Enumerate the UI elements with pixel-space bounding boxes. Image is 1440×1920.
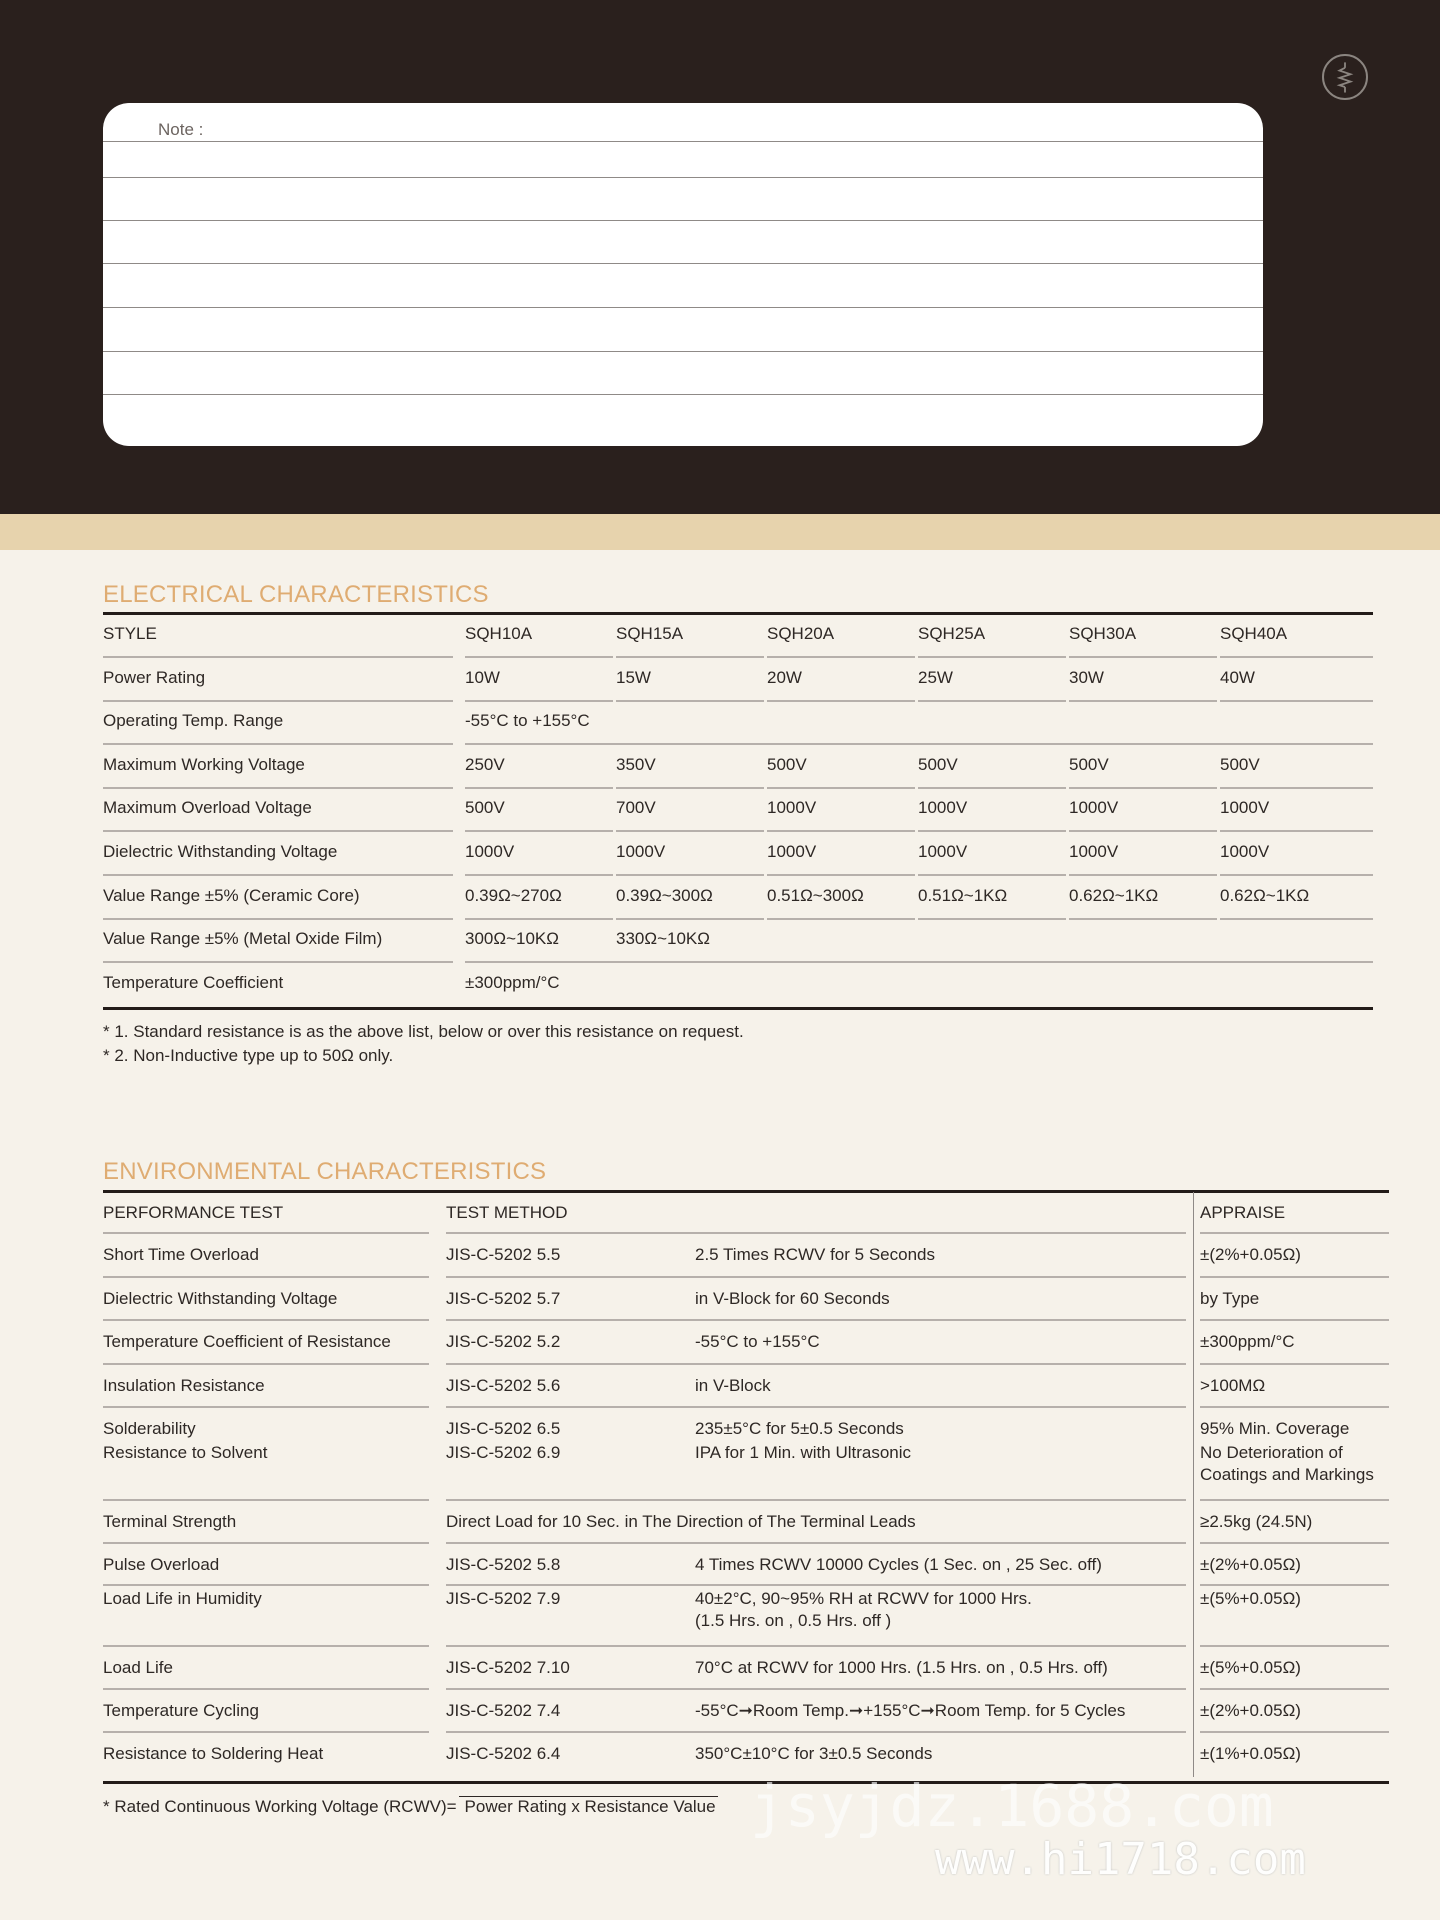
appraise-value-line2: Coatings and Markings xyxy=(1200,1465,1374,1484)
row-label: Maximum Working Voltage xyxy=(103,754,305,774)
note-panel[interactable] xyxy=(103,103,1263,446)
table-row xyxy=(103,1544,1389,1586)
appraise-value: ±(1%+0.05Ω) xyxy=(1200,1744,1301,1763)
appraise-value: >100MΩ xyxy=(1200,1376,1266,1395)
column-separator xyxy=(1193,1192,1194,1777)
note-line xyxy=(103,307,1263,308)
row-value: 1000V xyxy=(1069,842,1119,861)
performance-test: Temperature Cycling xyxy=(103,1701,259,1720)
appraise-value: ±(2%+0.05Ω) xyxy=(1200,1701,1301,1720)
row-value: 0.39Ω~270Ω xyxy=(465,885,562,905)
rcwv-footnote xyxy=(103,1796,718,1817)
table-row xyxy=(103,1733,1389,1777)
table-row xyxy=(103,1440,1389,1501)
note-line xyxy=(103,394,1263,395)
row-value: 500V xyxy=(767,754,807,774)
test-condition: -55°C to +155°C xyxy=(695,1332,820,1351)
test-standard: JIS-C-5202 6.9 xyxy=(446,1443,561,1462)
row-value: 500V xyxy=(918,754,958,774)
performance-test: Resistance to Solvent xyxy=(103,1443,268,1462)
test-standard: JIS-C-5202 5.8 xyxy=(446,1555,561,1574)
rcwv-footnote-prefix: * Rated Continuous Working Voltage (RCWV)= xyxy=(103,1797,457,1816)
electrical-footnote-2: * 2. Non-Inductive type up to 50Ω only. xyxy=(103,1046,394,1065)
note-line xyxy=(103,220,1263,221)
table-row xyxy=(103,1586,1389,1647)
test-standard: Direct Load for 10 Sec. in The Direction of The Terminal Leads xyxy=(446,1512,916,1531)
table-row xyxy=(103,1501,1389,1544)
table-row xyxy=(103,876,1373,920)
row-label: Maximum Overload Voltage xyxy=(103,798,312,818)
table-row xyxy=(103,701,1373,745)
row-value: 30W xyxy=(1069,667,1104,687)
table-row xyxy=(103,963,1373,1007)
resistor-logo-icon xyxy=(1322,54,1368,100)
note-label: Note : xyxy=(158,120,204,139)
row-value: 10W xyxy=(465,667,500,687)
row-label: Operating Temp. Range xyxy=(103,711,284,731)
appraise-value: ±(5%+0.05Ω) xyxy=(1200,1589,1301,1608)
row-value: -55°C to +155°C xyxy=(465,711,590,731)
appraise-value: ±(2%+0.05Ω) xyxy=(1200,1245,1301,1264)
test-condition-line2: (1.5 Hrs. on , 0.5 Hrs. off ) xyxy=(695,1611,892,1630)
header-model: SQH15A xyxy=(616,624,684,643)
header-performance-test: PERFORMANCE TEST xyxy=(103,1203,284,1222)
header-appraise: APPRAISE xyxy=(1200,1203,1286,1222)
table-row xyxy=(103,745,1373,789)
row-label: Value Range ±5% (Ceramic Core) xyxy=(103,885,360,905)
header-model: SQH25A xyxy=(918,624,986,643)
test-condition: 2.5 Times RCWV for 5 Seconds xyxy=(695,1245,935,1264)
watermark-main: jsyjdz.1688.com xyxy=(750,1772,1274,1840)
accent-band xyxy=(0,514,1440,550)
appraise-value: ±(2%+0.05Ω) xyxy=(1200,1555,1301,1574)
performance-test: Temperature Coefficient of Resistance xyxy=(103,1332,391,1351)
environmental-table xyxy=(103,1192,1389,1782)
test-condition: 350°C±10°C for 3±0.5 Seconds xyxy=(695,1744,933,1763)
rcwv-formula: Power Rating x Resistance Value xyxy=(459,1796,718,1817)
test-condition: 70°C at RCWV for 1000 Hrs. (1.5 Hrs. on , 0.5 Hrs. off) xyxy=(695,1658,1108,1677)
row-value: 1000V xyxy=(1220,842,1270,861)
row-value: ±300ppm/°C xyxy=(465,972,560,992)
row-value: 1000V xyxy=(465,842,515,861)
appraise-value: 95% Min. Coverage xyxy=(1200,1419,1350,1438)
header-test-method: TEST METHOD xyxy=(446,1203,568,1222)
row-value: 330Ω~10KΩ xyxy=(616,929,710,949)
row-value: 700V xyxy=(616,798,656,818)
performance-test: Dielectric Withstanding Voltage xyxy=(103,1289,338,1308)
row-value: 1000V xyxy=(1220,798,1270,818)
row-value: 1000V xyxy=(1069,798,1119,818)
watermark-secondary: www.hi1718.com xyxy=(935,1834,1306,1885)
row-value: 1000V xyxy=(918,798,968,818)
test-standard: JIS-C-5202 5.2 xyxy=(446,1332,561,1351)
performance-test: Pulse Overload xyxy=(103,1555,220,1574)
row-value: 15W xyxy=(616,667,651,687)
note-line xyxy=(103,263,1263,264)
row-value: 0.39Ω~300Ω xyxy=(616,885,713,905)
test-condition: 4 Times RCWV 10000 Cycles (1 Sec. on , 25 Sec. off) xyxy=(695,1555,1102,1574)
performance-test: Solderability xyxy=(103,1419,196,1438)
row-value: 1000V xyxy=(767,842,817,861)
appraise-value: ≥2.5kg (24.5N) xyxy=(1200,1512,1313,1531)
electrical-title: ELECTRICAL CHARACTERISTICS xyxy=(103,581,489,608)
test-condition: in V-Block for 60 Seconds xyxy=(695,1289,890,1308)
note-line xyxy=(103,351,1263,352)
row-value: 0.51Ω~1KΩ xyxy=(918,885,1008,905)
row-value: 500V xyxy=(1069,754,1109,774)
table-row xyxy=(103,788,1373,832)
row-value: 1000V xyxy=(918,842,968,861)
table-row xyxy=(103,1647,1389,1690)
environmental-title: ENVIRONMENTAL CHARACTERISTICS xyxy=(103,1158,547,1185)
row-value: 500V xyxy=(465,798,505,818)
test-standard: JIS-C-5202 5.7 xyxy=(446,1289,561,1308)
table-row xyxy=(103,1278,1389,1321)
row-value: 0.62Ω~1KΩ xyxy=(1069,885,1159,905)
row-label: Temperature Coefficient xyxy=(103,972,284,992)
performance-test: Short Time Overload xyxy=(103,1245,259,1264)
test-standard: JIS-C-5202 6.5 xyxy=(446,1419,561,1438)
table-row xyxy=(103,1365,1389,1408)
row-value: 0.51Ω~300Ω xyxy=(767,885,864,905)
header-model: SQH20A xyxy=(767,624,835,643)
appraise-value: ±(5%+0.05Ω) xyxy=(1200,1658,1301,1677)
electrical-bottom-rule xyxy=(103,1007,1373,1010)
performance-test: Resistance to Soldering Heat xyxy=(103,1744,324,1763)
table-row xyxy=(103,1234,1389,1278)
appraise-value: by Type xyxy=(1200,1289,1260,1308)
note-line xyxy=(103,141,1263,142)
row-value: 350V xyxy=(616,754,656,774)
row-value: 1000V xyxy=(767,798,817,818)
row-label: Value Range ±5% (Metal Oxide Film) xyxy=(103,929,383,949)
row-value: 500V xyxy=(1220,754,1260,774)
test-condition: 235±5°C for 5±0.5 Seconds xyxy=(695,1419,904,1438)
test-standard: JIS-C-5202 7.4 xyxy=(446,1701,561,1720)
test-condition: IPA for 1 Min. with Ultrasonic xyxy=(695,1443,912,1462)
row-value: 1000V xyxy=(616,842,666,861)
note-line xyxy=(103,177,1263,178)
test-condition: 40±2°C, 90~95% RH at RCWV for 1000 Hrs. xyxy=(695,1589,1032,1608)
table-row xyxy=(103,919,1373,963)
column-separator xyxy=(429,1234,430,1777)
electrical-footnote-1: * 1. Standard resistance is as the above list, below or over this resistance on request. xyxy=(103,1022,744,1041)
performance-test: Load Life in Humidity xyxy=(103,1589,262,1608)
test-standard: JIS-C-5202 6.4 xyxy=(446,1744,561,1763)
row-value: 40W xyxy=(1220,667,1255,687)
table-header-row xyxy=(103,1192,1389,1234)
row-label: Dielectric Withstanding Voltage xyxy=(103,842,338,861)
row-value: 250V xyxy=(465,754,505,774)
header-model: SQH40A xyxy=(1220,624,1288,643)
table-row xyxy=(103,1321,1389,1365)
row-value: 20W xyxy=(767,667,802,687)
row-value: 0.62Ω~1KΩ xyxy=(1220,885,1310,905)
test-standard: JIS-C-5202 5.5 xyxy=(446,1245,561,1264)
table-row xyxy=(103,832,1373,876)
test-standard: JIS-C-5202 7.9 xyxy=(446,1589,561,1608)
test-standard: JIS-C-5202 5.6 xyxy=(446,1376,561,1395)
header-style: STYLE xyxy=(103,624,157,643)
row-label: Power Rating xyxy=(103,667,206,687)
performance-test: Terminal Strength xyxy=(103,1512,237,1531)
test-condition: -55°C➞Room Temp.➞+155°C➞Room Temp. for 5 Cycles xyxy=(695,1701,1126,1720)
header-model: SQH30A xyxy=(1069,624,1137,643)
appraise-value: ±300ppm/°C xyxy=(1200,1332,1295,1351)
performance-test: Load Life xyxy=(103,1658,173,1677)
header-model: SQH10A xyxy=(465,624,533,643)
table-row xyxy=(103,1690,1389,1733)
table-row xyxy=(103,658,1373,702)
test-condition: in V-Block xyxy=(695,1376,771,1395)
table-header-row xyxy=(103,614,1373,658)
table-row xyxy=(103,1408,1389,1440)
appraise-value: No Deterioration of xyxy=(1200,1443,1343,1462)
performance-test: Insulation Resistance xyxy=(103,1376,265,1395)
row-value: 300Ω~10KΩ xyxy=(465,929,559,949)
test-standard: JIS-C-5202 7.10 xyxy=(446,1658,570,1677)
row-value: 25W xyxy=(918,667,953,687)
